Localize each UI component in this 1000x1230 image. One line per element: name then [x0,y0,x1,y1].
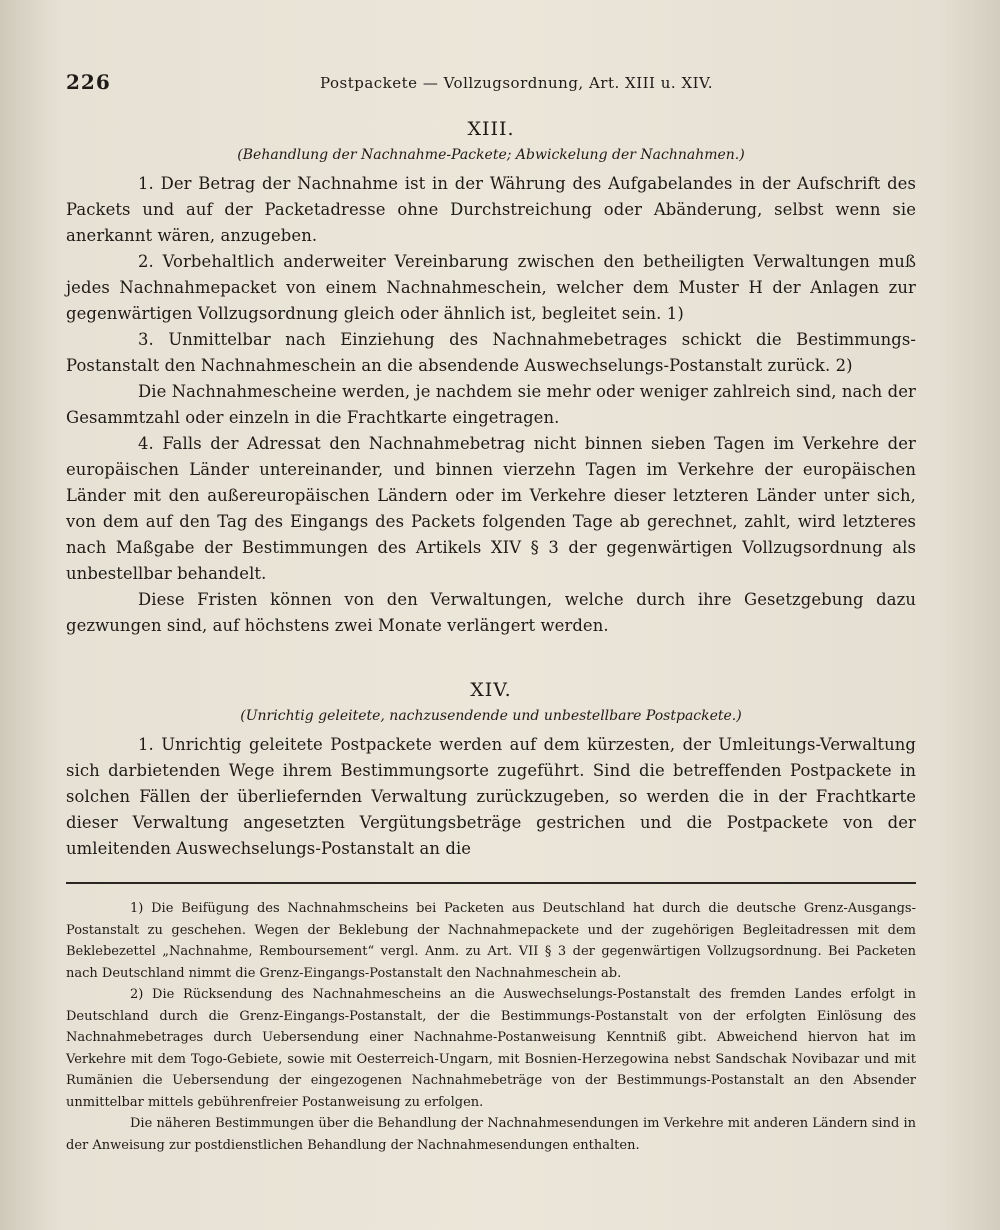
section-xiii [66,118,916,639]
section-subtitle: (Unrichtig geleitete, nachzusendende und unbestellbare Postpackete.) [240,708,742,724]
paragraph: Die Nachnahmescheine werden, je nachdem sie mehr oder weniger zahlreich sind, nach der Gesammtzahl oder einzeln in die Frachtkarte eingetragen. [66,382,916,427]
paragraph: 3. Unmittelbar nach Einziehung des Nachnahmebetrages schickt die Bestimmungs-Postanstalt den Nachnahmeschein an die absendende Auswechselungs-Postanstalt zurück. 2) [66,330,916,375]
paragraph: 4. Falls der Adressat den Nachnahmebetrag nicht binnen sieben Tagen im Verkehre der europäischen Länder untereinander, und binnen vierzehn Tagen im Verkehre der europäischen Länder mit den außereuropäischen Ländern oder im Verkehre dieser letzteren Länder unter sich, von dem auf den Tag des Eingangs des Packets folgenden Tage ab gerechnet, zahlt, wird letzteres nach Maßgabe der Bestimmungen des Artikels XIV § 3 der gegenwärtigen Vollzugsordnung als unbestellbar behandelt. [66,434,916,583]
footnotes [66,898,916,1156]
footnote-divider [66,882,916,884]
footnote: 2) Die Rücksendung des Nachnahmescheins an die Auswechselungs-Postanstalt des fremden Landes erfolgt in Deutschland durch die Grenz-Eingangs-Postanstalt, der die Bestimmungs-Postanstalt von der erfolgten Einlösung des Nachnahmebetrages durch Uebersendung einer Nachnahme-Postanweisung Kenntniß gibt. Abweichend hiervon hat im Verkehre mit dem Togo-Gebiete, sowie mit Oesterreich-Ungarn, mit Bosnien-Herzegowina nebst Sandschak Novibazar und mit Rumänien die Uebersendung der eingezogenen Nachnahmebeträge von der Bestimmungs-Postanstalt an den Absender unmittelbar mittels gebührenfreier Postanweisung zu erfolgen. [66,987,916,1110]
running-head [66,66,916,100]
paragraph: 1. Unrichtig geleitete Postpackete werden auf dem kürzesten, der Umleitungs-Verwaltung sich darbietenden Wege ihrem Bestimmungsorte zugeführt. Sind die betreffenden Postpackete in solchen Fällen der überliefernden Verwaltung zurückzugeben, so werden die in der Frachtkarte dieser Verwaltung angesetzten Vergütungsbeträge gestrichen und die Postpackete von der umleitenden Auswechselungs-Postanstalt an die [66,735,916,858]
section-numeral: XIII. [467,118,515,140]
paragraph: 2. Vorbehaltlich anderweiter Vereinbarung zwischen den betheiligten Verwaltungen muß jedes Nachnahmepacket von einem Nachnahmeschein, welcher dem Muster H der Anlagen zur gegenwärtigen Vollzugsordnung gleich oder ähnlich ist, begleitet sein. 1) [66,252,916,323]
paragraph: Diese Fristen können von den Verwaltungen, welche durch ihre Gesetzgebung dazu gezwungen sind, auf höchstens zwei Monate verlängert werden. [66,590,916,635]
page-number: 226 [66,70,111,94]
section-subtitle: (Behandlung der Nachnahme-Packete; Abwickelung der Nachnahmen.) [237,147,745,163]
footnote: Die näheren Bestimmungen über die Behandlung der Nachnahmesendungen im Verkehre mit anderen Ländern sind in der Anweisung zur postdienstlichen Behandlung der Nachnahmesendungen enthalten. [66,1116,916,1153]
paragraph: 1. Der Betrag der Nachnahme ist in der Währung des Aufgabelandes in der Aufschrift des Packets und auf der Packetadresse ohne Durchstreichung oder Abänderung, selbst wenn sie anerkannt wären, anzugeben. [66,174,916,245]
section-xiv [66,679,916,862]
section-numeral: XIV. [470,679,512,701]
footnote: 1) Die Beifügung des Nachnahmscheins bei Packeten aus Deutschland hat durch die deutsche Grenz-Ausgangs-Postanstalt zu geschehen. Wegen der Beklebung der Nachnahmepackete und der zugehörigen Begleitadressen mit dem Beklebezettel „Nachnahme, Remboursement“ vergl. Anm. zu Art. VII § 3 der gegenwärtigen Vollzugsordnung. Bei Packeten nach Deutschland nimmt die Grenz-Eingangs-Postanstalt den Nachnahmeschein ab. [66,901,916,981]
running-title: Postpackete — Vollzugsordnung, Art. XIII u. XIV. [320,74,714,92]
